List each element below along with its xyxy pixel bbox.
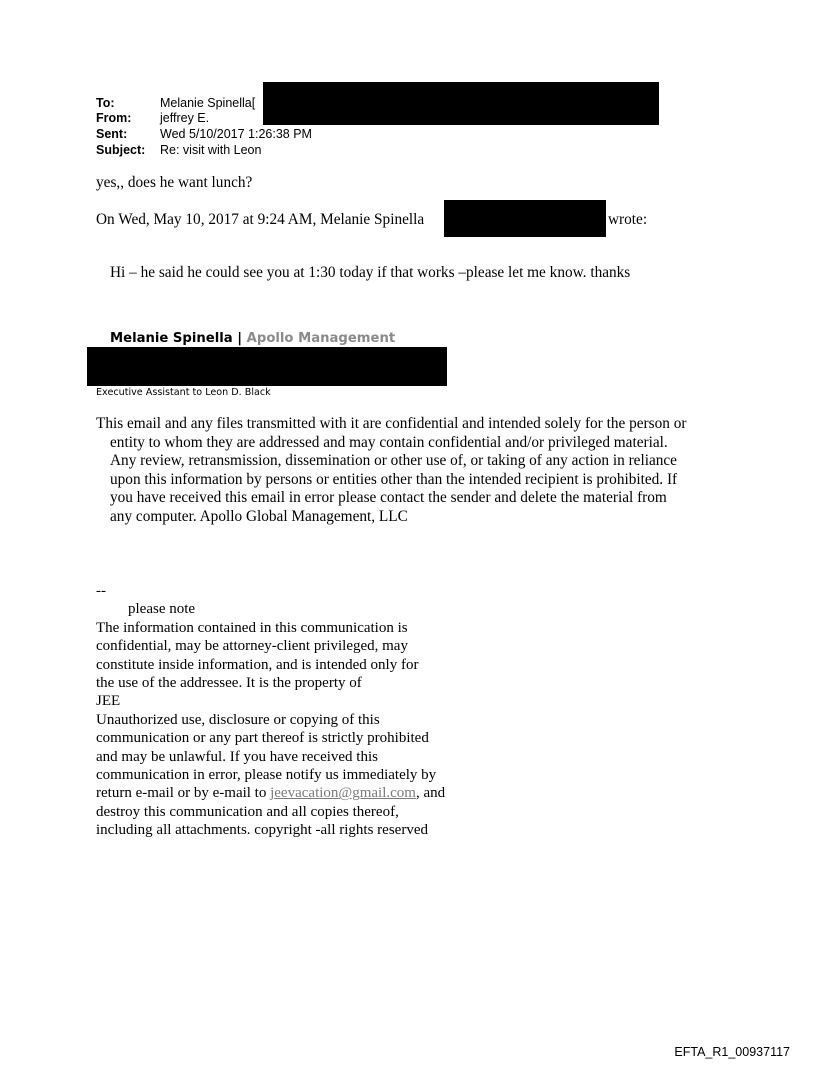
confidentiality-line: This email and any files transmitted with it are confidential and intended solely for the person or (96, 415, 687, 432)
sender-disclaimer (96, 582, 445, 840)
quote-intro-before: On Wed, May 10, 2017 at 9:24 AM, Melanie Spinella (96, 211, 425, 228)
footer-email-link[interactable]: jeevacation@gmail.com (270, 785, 416, 802)
sent-value: Wed 5/10/2017 1:26:38 PM (160, 127, 312, 141)
to-label: To: (96, 96, 115, 110)
footer-email-before: return e-mail or by e-mail to (96, 785, 271, 802)
confidentiality-line: entity to whom they are addressed and may contain confidential and/or privileged material. (110, 433, 668, 451)
subject-label: Subject: (96, 143, 146, 157)
confidentiality-line: upon this information by persons or entities other than the intended recipient is prohibited. If (110, 470, 678, 488)
to-value: Melanie Spinella[ (160, 96, 256, 110)
signature-line (110, 331, 395, 346)
footer-dashes: -- (96, 583, 106, 599)
signature-name: Melanie Spinella (110, 331, 233, 346)
footer-line: The information contained in this communication is (96, 619, 408, 636)
footer-email-line (96, 784, 445, 802)
redaction-box-sender-email (444, 200, 606, 237)
redaction-box-signature (87, 347, 447, 386)
from-value: jeffrey E. (160, 111, 210, 125)
footer-line: the use of the addressee. It is the property of (96, 675, 362, 692)
footer-line: communication or any part thereof is strictly prohibited (96, 730, 429, 747)
footer-line: communication in error, please notify us immediately by (96, 767, 437, 784)
footer-line: confidential, may be attorney-client privileged, may (96, 638, 408, 655)
signature-company: Apollo Management (246, 331, 396, 346)
footer-line: and may be unlawful. If you have received this (96, 748, 378, 765)
signature-title: Executive Assistant to Leon D. Black (96, 387, 271, 398)
document-id: EFTA_R1_00937117 (674, 1045, 790, 1059)
sent-label: Sent: (96, 127, 128, 141)
quote-intro (96, 211, 424, 229)
from-label: From: (96, 111, 132, 125)
footer-line: JEE (96, 693, 121, 710)
footer-line: destroy this communication and all copies thereof, (96, 803, 399, 820)
footer-line: including all attachments. copyright -all rights reserved (96, 822, 428, 839)
confidentiality-line: you have received this email in error please contact the sender and delete the material from (110, 489, 667, 507)
footer-line: Unauthorized use, disclosure or copying of this (96, 711, 380, 728)
footer-email-after: , and (415, 785, 446, 802)
confidentiality-line: Any review, retransmission, dissemination or other use of, or taking of any action in reliance (110, 452, 677, 470)
quote-intro-after: wrote: (608, 211, 648, 228)
footer-line: constitute inside information, and is intended only for (96, 656, 419, 673)
footer-please-note: please note (128, 601, 196, 618)
quoted-message: Hi – he said he could see you at 1:30 today if that works –please let me know. thanks (110, 264, 631, 281)
redaction-box-recipient (263, 82, 659, 125)
signature-separator: | (232, 331, 247, 346)
subject-value: Re: visit with Leon (160, 143, 262, 157)
reply-text: yes,, does he want lunch? (96, 174, 253, 191)
confidentiality-notice (96, 415, 716, 527)
confidentiality-line: any computer. Apollo Global Management, LLC (110, 507, 408, 525)
